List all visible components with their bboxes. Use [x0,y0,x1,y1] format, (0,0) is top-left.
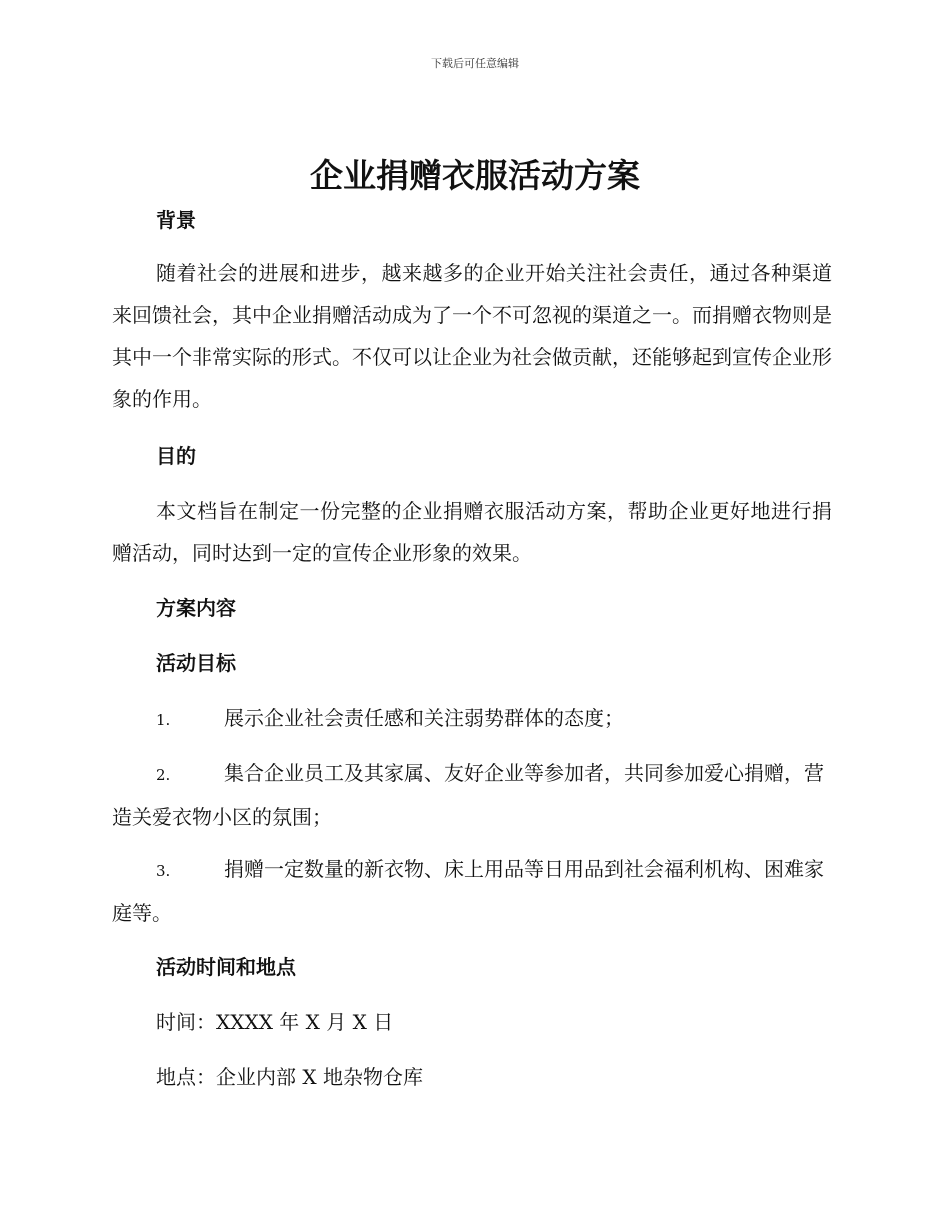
list-item [112,752,832,838]
activity-time: 时间：XXXX 年 X 月 X 日 [156,1010,394,1034]
paragraph-background: 随着社会的进展和进步，越来越多的企业开始关注社会责任，通过各种渠道来回馈社会，其中企业捐赠活动成为了一个不可忽视的渠道之一。而捐赠衣物则是其中一个非常实际的形式。不仅可以让企业为社会做贡献，还能够起到宣传企业形象的作用。 [112,261,832,411]
activity-place: 地点：企业内部 X 地杂物仓库 [156,1065,423,1089]
heading-background: 背景 [156,208,196,232]
paragraph-purpose: 本文档旨在制定一份完整的企业捐赠衣服活动方案，帮助企业更好地进行捐赠活动，同时达到一定的宣传企业形象的效果。 [112,499,832,565]
list-item-number: 3. [156,862,171,880]
list-item [112,697,832,741]
heading-plan-content: 方案内容 [156,596,236,620]
list-item-text: 集合企业员工及其家属、友好企业等参加者，共同参加爱心捐赠，营造关爱衣物小区的氛围； [112,761,824,829]
heading-time-and-place: 活动时间和地点 [156,955,296,979]
list-item-text: 捐赠一定数量的新衣物、床上用品等日用品到社会福利机构、困难家庭等。 [112,857,824,925]
list-item-number: 2. [156,766,171,784]
heading-purpose: 目的 [156,444,196,468]
list-item [112,848,832,934]
list-item-number: 1. [156,711,171,729]
document-title: 企业捐赠衣服活动方案 [310,156,640,195]
list-item-text: 展示企业社会责任感和关注弱势群体的态度； [224,706,624,730]
heading-activity-goals: 活动目标 [156,651,236,675]
page-header-note: 下载后可任意编辑 [431,57,519,70]
